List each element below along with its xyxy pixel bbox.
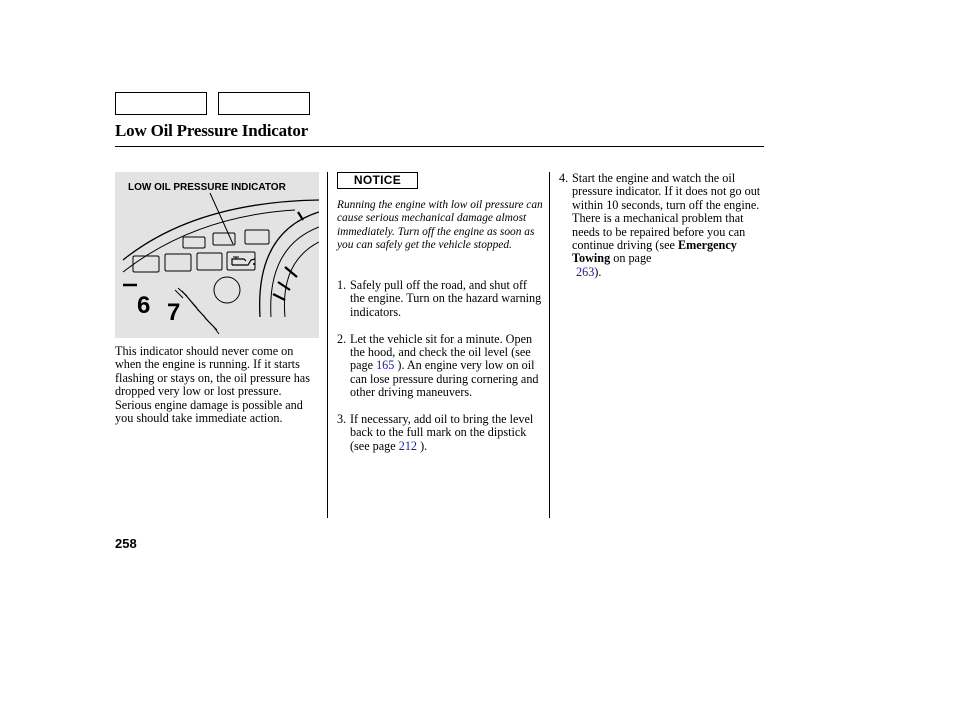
title-divider [115, 146, 764, 147]
column-divider-2 [549, 172, 550, 518]
gauge-cluster-drawing [115, 172, 319, 338]
page-link-212[interactable]: 212 [398, 438, 418, 453]
column-divider-1 [327, 172, 328, 518]
page-link-263[interactable]: 263 [576, 264, 595, 279]
steps-list [337, 279, 543, 467]
gauge-numeral-6: 6 [137, 292, 151, 319]
gauge-numeral-7: 7 [167, 299, 181, 326]
step-3: 3. If necessary, add oil to bring the level back to the full mark on the dipstick (see page 212 ). [337, 412, 534, 453]
page-title: Low Oil Pressure Indicator [115, 121, 308, 140]
emergency-towing-reference: Emergency Towing [572, 238, 737, 266]
steps-list-continued [559, 172, 765, 279]
instrument-panel-illustration [115, 172, 319, 338]
intro-paragraph: This indicator should never come on when the engine is running. If it starts flashing or stays on, the oil pressure has dropped very low or lost pressure. Serious engine damage is possible and you should take immediate action. [115, 344, 310, 426]
step-4: 4. Start the engine and watch the oil pressure indicator. If it does not go out within 10 seconds, turn off the engine. There is a mechanical problem that needs to be repaired before you can continue driving (see Emergency Towing on page 263). [559, 171, 761, 279]
header-tab-2 [218, 92, 310, 115]
page-number: 258 [115, 536, 137, 551]
notice-badge: NOTICE [337, 172, 418, 189]
page-link-165[interactable]: 165 [376, 358, 395, 373]
step-1: 1. Safely pull off the road, and shut off the engine. Turn on the hazard warning indicators. [337, 278, 542, 319]
header-tab-1 [115, 92, 207, 115]
step-2: 2. Let the vehicle sit for a minute. Open the hood, and check the oil level (see page 165 ). An engine very low on oil can lose pressure during cornering and other driving maneuvers. [337, 331, 539, 400]
oil-can-icon [232, 257, 255, 265]
figure-label: LOW OIL PRESSURE INDICATOR [128, 182, 286, 193]
notice-text: Running the engine with low oil pressure can cause serious mechanical damage almost immediately. Turn off the engine as soon as you can safely get the vehicle stopped. [337, 199, 543, 251]
